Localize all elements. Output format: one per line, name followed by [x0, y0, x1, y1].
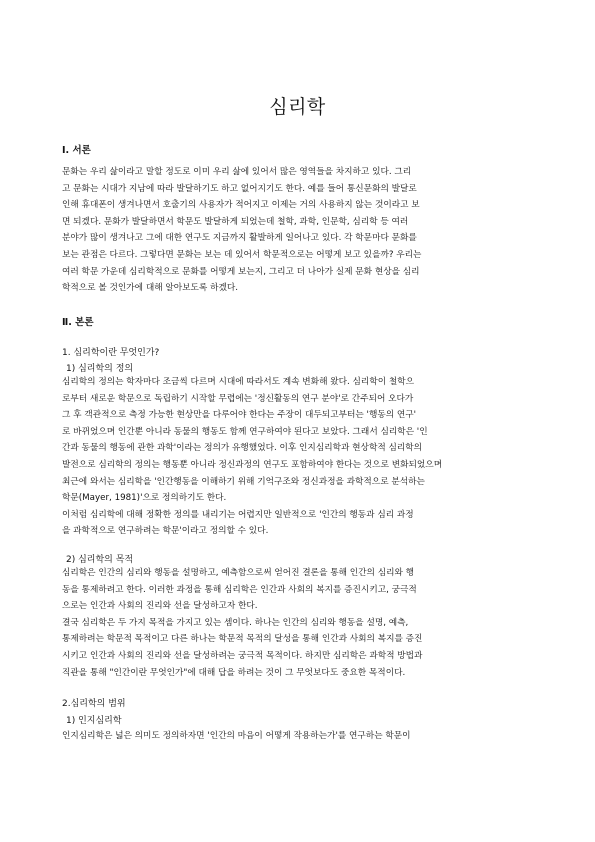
cognitive-paragraph	[62, 728, 532, 745]
text-line: 을 과학적으로 연구하려는 학문'이라고 정의할 수 있다.	[62, 526, 269, 537]
text-line: 결국 심리학은 두 가지 목적을 가지고 있는 셈이다. 하나는 인간의 심리와 행동을 설명, 예측,	[62, 617, 409, 628]
text-line: 보는 관점은 다르다. 그렇다면 문화는 보는 데 있어서 학문적으로는 어떻게 보고 있을까? 우리는	[62, 249, 422, 260]
text-line: 여러 학문 가운데 심리학적으로 문화를 어떻게 보는지, 그리고 더 나아가 실제 문화 현상을 심리	[62, 266, 420, 277]
text-line: 분야가 많이 생겨나고 그에 대한 연구도 지금까지 활발하게 일어나고 있다. 각 학문마다 문화를	[62, 233, 417, 244]
text-line: 심리학은 인간의 심리와 행동을 설명하고, 예측함으로써 얻어진 결론을 통해 인간의 심리와 행	[62, 568, 415, 578]
text-line: 로 바뀌었으며 인간뿐 아니라 동물의 행동도 함께 연구하여야 된다고 보았다. 그래서 심리학은 '인	[62, 426, 428, 437]
text-line: 학적으로 볼 것인가에 대해 알아보도록 하겠다.	[62, 283, 239, 294]
text-line: 이처럼 심리학에 대해 정확한 정의를 내리기는 어렵지만 일반적으로 '인간의 행동과 심리 과정	[62, 509, 414, 520]
text-line: 발전으로 심리학의 정의는 행동뿐 아니라 정신과정의 연구도 포함하여야 한다는 것으로 변화되었으며	[62, 459, 443, 470]
subsection-title: 1. 심리학이란 무엇인가?	[62, 348, 160, 358]
section-heading-body: Ⅱ. 본론	[62, 317, 94, 328]
subsubsection-title: 2) 심리학의 목적	[66, 555, 134, 565]
subsubsection-title: 1) 심리학의 정의	[66, 364, 134, 374]
section-heading-intro: Ⅰ. 서론	[62, 145, 91, 156]
text-line: 시키고 인간과 사회의 진리와 선을 달성하려는 궁극적 목적이다. 하지만 심리학은 과학적 방법과	[62, 650, 423, 661]
intro-paragraph	[62, 164, 532, 297]
text-line: 동을 통제하려고 한다. 이러한 과정을 통해 심리학은 인간과 사회의 복지를 증진시키고, 궁극적	[62, 584, 417, 595]
text-line: 그 후 객관적으로 측정 가능한 현상만을 다루어야 한다는 주장이 대두되고부터는 '행동의 연구'	[62, 410, 417, 421]
text-line: 으로는 인간과 사회의 진리와 선을 달성하고자 한다.	[62, 601, 258, 612]
subsection-title: 2.심리학의 범위	[62, 699, 126, 709]
text-line: 인해 휴대폰이 생겨나면서 호출기의 사용자가 적어지고 이제는 거의 사용하지 않는 것이라고 보	[62, 200, 420, 211]
text-line: 심리학의 정의는 학자마다 조금씩 다르며 시대에 따라서도 계속 변화해 왔다. 심리학이 철학으	[62, 377, 415, 387]
text-line: 로부터 새로운 학문으로 독립하기 시작할 무렵에는 '정신활동의 연구 분야'로 간주되어 오다가	[62, 393, 414, 404]
text-line: 인지심리학은 넓은 의미도 정의하자면 '인간의 마음이 어떻게 작용하는가'를 연구하는 학문이	[62, 731, 411, 741]
text-line: 문화는 우리 삶이라고 말할 정도로 이미 우리 삶에 있어서 많은 영역들을 차지하고 있다. 그리	[62, 167, 412, 177]
text-line: 고 문화는 시대가 지남에 따라 발달하기도 하고 없어지기도 한다. 예를 들어 통신문화의 발달로	[62, 183, 417, 194]
text-line: 최근에 와서는 심리학을 '인간행동을 이해하기 위해 기억구조와 정신과정을 과학적으로 분석하는	[62, 476, 425, 487]
subsubsection-title: 1) 인지심리학	[66, 716, 122, 726]
purpose-paragraph	[62, 565, 532, 681]
text-line: 간과 동물의 행동에 관한 과학'이라는 정의가 유행했었다. 이후 인지심리학과 현상학적 심리학의	[62, 443, 423, 454]
definition-paragraph	[62, 374, 532, 540]
text-line: 학문(Mayer, 1981)'으로 정의하기도 한다.	[62, 493, 227, 504]
text-line: 직관을 통해 "인간이란 무엇인가"에 대해 답을 하려는 것이 그 무엇보다도 중요한 목적이다.	[62, 667, 406, 678]
text-line: 면 되겠다. 문화가 발달하면서 학문도 발달하게 되었는데 철학, 과학, 인문학, 심리학 등 여러	[62, 216, 409, 227]
text-line: 통제하려는 학문적 목적이고 다른 하나는 학문적 목적의 달성을 통해 인간과 사회의 복지를 증진	[62, 634, 423, 645]
document-title: 심리학	[269, 96, 326, 118]
